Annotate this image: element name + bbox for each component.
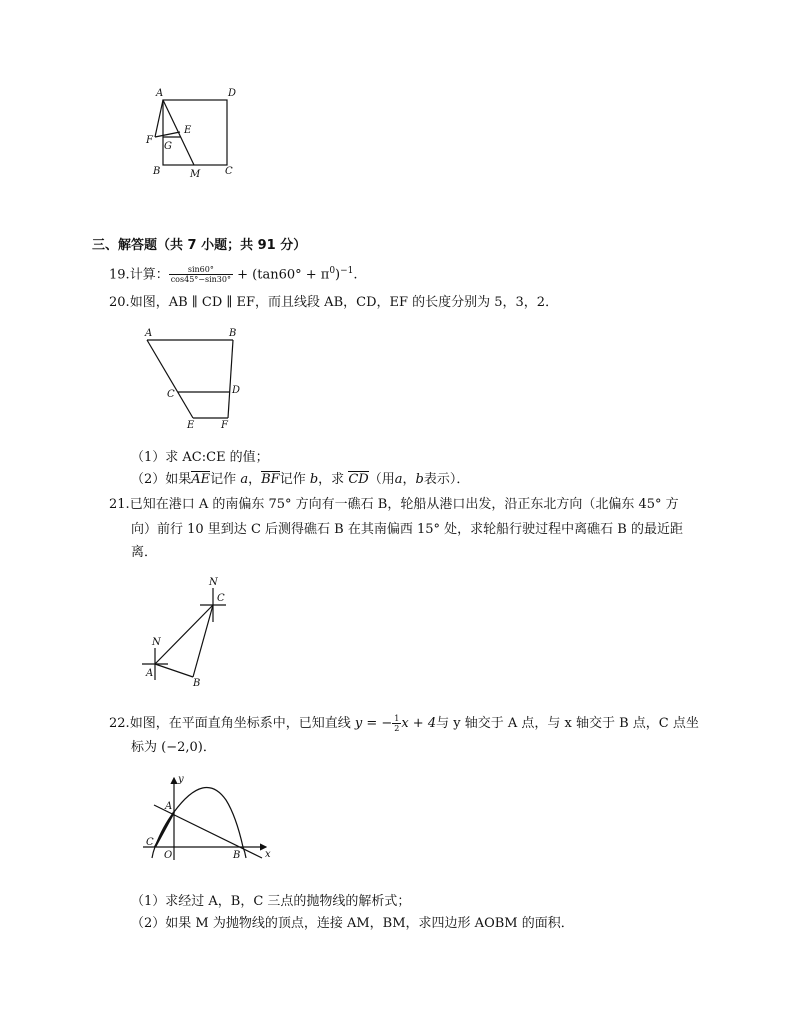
label-F: F	[221, 420, 228, 431]
label-C: C	[217, 593, 225, 604]
q20-p2-d: 记作	[279, 472, 306, 487]
label-A: A	[145, 328, 153, 339]
label-B: B	[193, 678, 201, 689]
section-title: 三、解答题（共 7 小题；共 91 分）	[92, 238, 307, 253]
question-21-line2: 向）前行 10 里到达 C 后测得礁石 B 在其南偏西 15° 处，求轮船行驶过程中离礁石 B 的最近距	[131, 522, 683, 537]
label-M: M	[190, 169, 201, 180]
q20-p2-b: 记作	[210, 472, 237, 487]
q19-rest: + (tan60° + π	[237, 267, 330, 283]
q19-frac-den: cos45°−sin30°	[170, 275, 231, 285]
label-A: A	[156, 88, 164, 99]
label-B: B	[233, 850, 241, 861]
q21-number: 21.	[109, 497, 130, 512]
label-G: G	[164, 141, 172, 152]
label-D: D	[228, 88, 237, 99]
label-N-left: N	[152, 637, 161, 648]
vector-a-2: a	[394, 472, 403, 487]
q19-zero: 0	[329, 266, 336, 276]
vector-b-2: b	[415, 472, 424, 487]
q20-number: 20.	[109, 295, 130, 310]
q20-part1: （1）求 AC:CE 的值；	[131, 450, 269, 465]
q22-number: 22.	[109, 716, 130, 731]
vector-b: b	[309, 472, 319, 487]
q20-text: 如图，AB ∥ CD ∥ EF，而且线段 AB，CD，EF 的长度分别为 5，3，2．	[129, 295, 559, 310]
label-x: x	[265, 849, 271, 860]
label-C: C	[225, 166, 233, 177]
vector-CD: CD	[348, 472, 369, 487]
q19-exp: −1	[340, 266, 354, 276]
label-B: B	[229, 328, 237, 339]
q19-end: .	[353, 267, 358, 283]
q20-p2-h: 表示）．	[423, 472, 470, 487]
q22-line1-b: 与 y 轴交于 A 点，与 x 轴交于 B 点，C 点坐	[436, 716, 699, 731]
q19-number: 19.	[109, 267, 130, 283]
label-A: A	[165, 801, 173, 812]
label-O: O	[164, 850, 173, 861]
vector-AE: AE	[191, 472, 211, 487]
q20-p2-e: ，求	[318, 472, 345, 487]
label-A: A	[146, 668, 154, 679]
label-B: B	[153, 166, 161, 177]
label-E: E	[187, 420, 195, 431]
vector-BF: BF	[261, 472, 280, 487]
q22-eq-y: y = −	[354, 716, 393, 731]
q19-close: )	[335, 267, 341, 283]
q19-frac-num: sin60°	[169, 265, 233, 275]
q20-p2-g: ，	[402, 472, 416, 487]
question-21-line3: 离．	[131, 545, 158, 560]
q19-lead: 计算：	[129, 267, 169, 283]
q20-p2-a: （2）如果	[131, 472, 192, 487]
q22-part2: （2）如果 M 为抛物线的顶点，连接 AM，BM，求四边形 AOBM 的面积．	[131, 916, 574, 931]
label-y: y	[178, 774, 184, 785]
label-C: C	[167, 389, 175, 400]
q22-eq-rest: x + 4	[401, 716, 437, 731]
label-E: E	[184, 125, 192, 136]
q22-line1-a: 如图，在平面直角坐标系中，已知直线	[129, 716, 351, 731]
q22-eq-num: 1	[394, 714, 400, 723]
label-C: C	[146, 837, 154, 848]
q20-p2-f: （用	[368, 472, 395, 487]
label-N-top: N	[209, 577, 218, 588]
label-F: F	[146, 135, 153, 146]
q22-part1: （1）求经过 A，B，C 三点的抛物线的解析式；	[131, 894, 411, 909]
q22-eq-den: 2	[394, 724, 400, 733]
vector-a: a	[240, 472, 249, 487]
q20-p2-c: ，	[248, 472, 262, 487]
label-D: D	[232, 385, 241, 396]
question-22-line2: 标为 (−2,0)．	[131, 740, 216, 755]
q21-line1: 已知在港口 A 的南偏东 75° 方向有一礁石 B，轮船从港口出发，沿正东北方向（北偏东 45° 方	[129, 497, 679, 512]
